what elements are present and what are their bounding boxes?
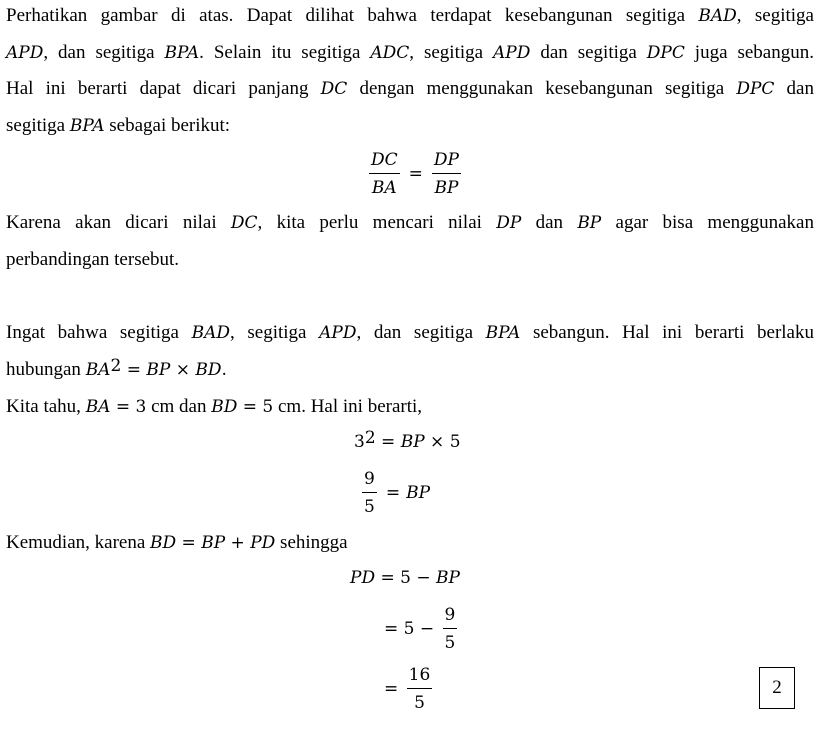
text: Ingat bahwa segitiga [6,322,192,343]
math-var: APD [493,43,531,63]
math-var: BPA [69,116,105,136]
math-value: 3 [354,432,365,452]
math-var: BPA [164,43,200,63]
text: Kemudian, karena [6,532,151,553]
denominator: BA [371,178,397,198]
math-var: BD [195,360,222,380]
math-var: BPA [485,323,521,343]
math-value: = 3 [110,397,147,417]
equation-pd-step [384,604,460,654]
equation-pd [350,568,460,588]
text: sehingga [275,532,348,553]
operator: − [414,619,440,639]
text: dan [774,78,814,99]
operator: = [375,568,401,588]
math-var: APD [319,323,357,343]
fraction [362,468,377,518]
operator: × [424,432,450,452]
para1-line4 [6,115,814,137]
math-var: BP [146,360,171,380]
text: perbandingan tersebut. [6,249,180,270]
text: , segitiga [230,322,320,343]
operator: = [121,360,147,380]
math-value: = 5 [237,397,274,417]
para2-line2 [6,249,814,271]
text: dengan menggunakan kesebangunan segitiga [347,78,737,99]
operator: = [384,619,404,639]
text: , segitiga [736,5,814,26]
text: , dan segitiga [43,42,165,63]
text: juga sebangun. [684,42,814,63]
page-number: 2 [759,667,795,709]
denominator: 5 [414,693,425,713]
math-var: BD [211,397,238,417]
operator: − [410,568,437,588]
text: , kita perlu mencari nilai [257,212,497,233]
operator: = [176,533,202,553]
math-var: BP [577,213,602,233]
text: Hal ini berarti dapat dicari panjang [6,78,321,99]
math-value: 5 [403,619,415,639]
text: Perhatikan gambar di atas. Dapat dilihat bahwa terdapat kesebangunan segitiga [6,5,699,26]
equals-sign: = [385,483,401,503]
fraction [443,604,458,654]
numerator: 16 [407,664,433,689]
equation-square [354,428,461,452]
text: . Selain itu segitiga [199,42,371,63]
para5-line [6,532,814,554]
math-var: BP [436,568,460,588]
numerator: DC [369,149,400,174]
math-var: BP [201,533,226,553]
para4-line [6,396,814,418]
math-var: DPC [646,43,685,63]
math-var: BP [406,483,431,503]
math-var: APD [6,43,44,63]
superscript: 2 [110,356,122,376]
text: cm dan [146,396,212,417]
equation-bp [359,468,430,518]
equation-pd-result [384,664,435,714]
text: agar bisa menggunakan [601,212,814,233]
math-var: PD [250,533,276,553]
math-var: DC [320,79,348,99]
equation-ratio [366,149,464,199]
para1-line3 [6,78,814,100]
para2-line1 [6,212,814,234]
math-var: BA [85,360,111,380]
text: Karena akan dicari nilai [6,212,231,233]
operator: × [170,360,196,380]
math-var: DC [230,213,258,233]
fraction [369,149,400,199]
text: dan [521,212,578,233]
text: , segitiga [409,42,494,63]
math-value: 5 [449,432,461,452]
numerator: 9 [443,604,458,629]
para3-line1 [6,322,814,344]
math-value: 5 [400,568,411,588]
denominator: 5 [444,633,456,653]
math-var: ADC [370,43,410,63]
text: dan segitiga [530,42,647,63]
numerator: DP [432,149,461,174]
text: cm. Hal ini berarti, [273,396,423,417]
operator: = [384,679,404,699]
fraction [432,149,461,199]
equals-sign: = [408,164,423,184]
denominator: BP [434,178,459,198]
text: sebagai berikut: [104,115,231,136]
math-var: BP [400,432,425,452]
numerator: 9 [362,468,377,493]
math-var: DPC [736,79,775,99]
fraction [407,664,433,714]
text: hubungan [6,359,86,380]
para1-line1 [6,5,814,27]
operator: . [221,360,227,380]
denominator: 5 [364,497,375,517]
operator: = [375,432,401,452]
math-var: PD [350,568,376,588]
text: , dan segitiga [356,322,486,343]
math-var: BAD [698,6,737,26]
math-var: DP [496,213,522,233]
para3-line2 [6,356,814,381]
math-var: BAD [191,323,231,343]
text: segitiga [6,115,70,136]
para1-line2 [6,42,814,64]
text: Kita tahu, [6,396,86,417]
operator: + [225,533,251,553]
math-var: BA [85,397,111,417]
text: sebangun. Hal ini berarti berlaku [520,322,814,343]
superscript: 2 [364,428,376,448]
math-var: BD [150,533,177,553]
